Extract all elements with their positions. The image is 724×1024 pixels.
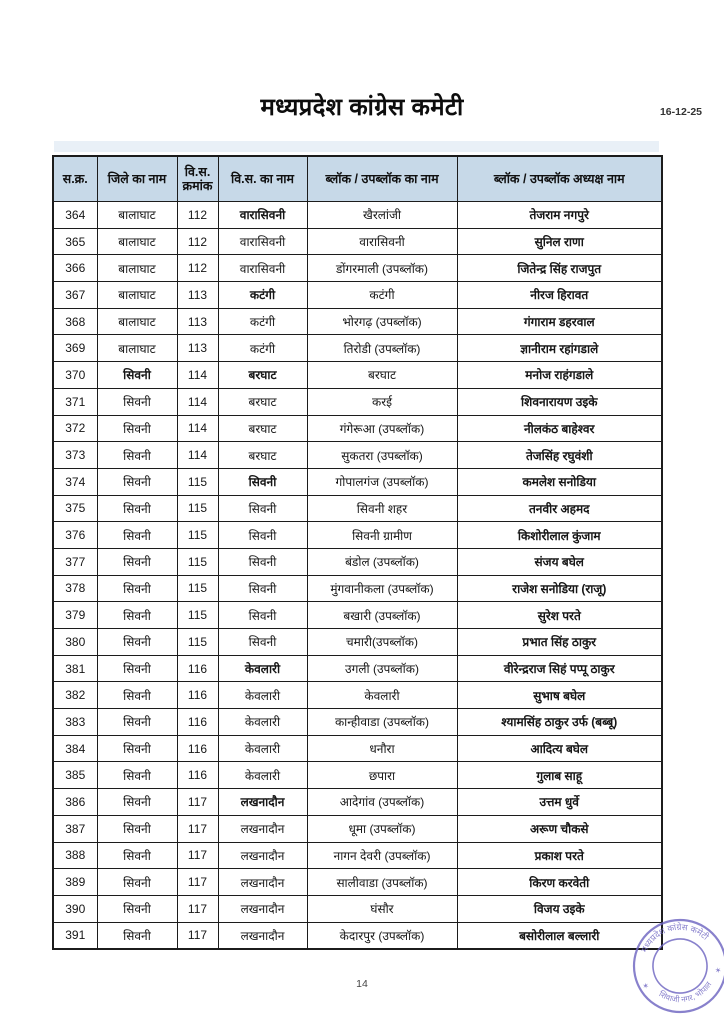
cell-block: धनौरा	[307, 735, 457, 762]
cell-president: सुनिल राणा	[457, 228, 662, 255]
cell-block: करई	[307, 388, 457, 415]
cell-president: मनोज राहंगडाले	[457, 362, 662, 389]
cell-block: गंगेरूआ (उपब्लॉक)	[307, 415, 457, 442]
cell-president: बसोरीलाल बल्लारी	[457, 922, 662, 949]
cell-district: बालाघाट	[97, 335, 177, 362]
table-row	[53, 308, 662, 335]
cell-block: केदारपुर (उपब्लॉक)	[307, 922, 457, 949]
cell-serial: 368	[53, 308, 97, 335]
cell-vs-name: बरघाट	[218, 362, 307, 389]
cell-president: तनवीर अहमद	[457, 495, 662, 522]
cell-serial: 384	[53, 735, 97, 762]
stamp-arc-bottom-text: शिवाजी नगर, भोपाल	[657, 980, 714, 1005]
cell-vs-number: 115	[177, 602, 218, 629]
header-vs-name: वि.स. का नाम	[218, 156, 307, 202]
cell-block: सालीवाडा (उपब्लॉक)	[307, 869, 457, 896]
cell-vs-name: बरघाट	[218, 442, 307, 469]
stamp-arc-top-text: मध्यप्रदेश कांग्रेस कमेटी	[639, 921, 711, 954]
cell-vs-number: 117	[177, 815, 218, 842]
table-row	[53, 282, 662, 309]
cell-block: छपारा	[307, 762, 457, 789]
cell-president: प्रभात सिंह ठाकुर	[457, 629, 662, 656]
cell-serial: 381	[53, 655, 97, 682]
table-row	[53, 468, 662, 495]
cell-vs-name: सिवनी	[218, 468, 307, 495]
cell-serial: 371	[53, 388, 97, 415]
table-row	[53, 228, 662, 255]
cell-president: राजेश सनोडिया (राजू)	[457, 575, 662, 602]
table-header-row	[53, 156, 662, 202]
cell-block: बरघाट	[307, 362, 457, 389]
cell-district: सिवनी	[97, 762, 177, 789]
cell-vs-number: 112	[177, 202, 218, 229]
cell-block: डोंगरमाली (उपब्लॉक)	[307, 255, 457, 282]
cell-block: घंसौर	[307, 895, 457, 922]
cell-president: उत्तम धुर्वे	[457, 789, 662, 816]
cell-serial: 388	[53, 842, 97, 869]
cell-district: सिवनी	[97, 468, 177, 495]
cell-vs-name: लखनादौन	[218, 922, 307, 949]
table-body	[53, 202, 662, 950]
cell-serial: 366	[53, 255, 97, 282]
cell-president: वीरेन्द्रराज सिहं पप्पू ठाकुर	[457, 655, 662, 682]
cell-block: बंडोल (उपब्लॉक)	[307, 548, 457, 575]
cell-block: मुंगवानीकला (उपब्लॉक)	[307, 575, 457, 602]
cell-vs-number: 115	[177, 548, 218, 575]
cell-block: आदेगांव (उपब्लॉक)	[307, 789, 457, 816]
cell-district: बालाघाट	[97, 228, 177, 255]
cell-president: जितेन्द्र सिंह राजपुत	[457, 255, 662, 282]
stamp-svg	[630, 916, 724, 1016]
cell-serial: 391	[53, 922, 97, 949]
cell-vs-name: सिवनी	[218, 602, 307, 629]
cell-vs-number: 117	[177, 869, 218, 896]
cell-district: सिवनी	[97, 575, 177, 602]
cell-president: तेजराम नगपुरे	[457, 202, 662, 229]
cell-block: वारासिवनी	[307, 228, 457, 255]
table-row	[53, 415, 662, 442]
cell-vs-number: 115	[177, 495, 218, 522]
table-row	[53, 575, 662, 602]
table-row	[53, 495, 662, 522]
cell-vs-name: कटंगी	[218, 308, 307, 335]
cell-block: भोरगढ़ (उपब्लॉक)	[307, 308, 457, 335]
cell-serial: 376	[53, 522, 97, 549]
cell-district: सिवनी	[97, 442, 177, 469]
table-row	[53, 842, 662, 869]
cell-district: सिवनी	[97, 495, 177, 522]
cell-district: सिवनी	[97, 362, 177, 389]
cell-president: सुरेश परते	[457, 602, 662, 629]
cell-vs-number: 112	[177, 228, 218, 255]
cell-district: सिवनी	[97, 869, 177, 896]
cell-vs-number: 117	[177, 895, 218, 922]
cell-president: श्यामसिंह ठाकुर उर्फ (बब्बू)	[457, 709, 662, 736]
cell-vs-number: 113	[177, 282, 218, 309]
cell-district: सिवनी	[97, 842, 177, 869]
table-row	[53, 362, 662, 389]
cell-district: सिवनी	[97, 548, 177, 575]
committee-stamp	[630, 916, 724, 1016]
cell-president: ज्ञानीराम रहांगडाले	[457, 335, 662, 362]
header-president: ब्लॉक / उपब्लॉक अध्यक्ष नाम	[457, 156, 662, 202]
cell-president: अरूण चौकसे	[457, 815, 662, 842]
cell-president: नीलकंठ बाहेश्वर	[457, 415, 662, 442]
cell-vs-name: लखनादौन	[218, 842, 307, 869]
cell-vs-name: कटंगी	[218, 282, 307, 309]
page-title: मध्यप्रदेश कांग्रेस कमेटी	[260, 94, 464, 121]
table-row	[53, 335, 662, 362]
cell-vs-name: सिवनी	[218, 575, 307, 602]
table-row	[53, 815, 662, 842]
header-vs-number	[177, 156, 218, 202]
cell-serial: 390	[53, 895, 97, 922]
cell-block: सुकतरा (उपब्लॉक)	[307, 442, 457, 469]
cell-district: सिवनी	[97, 682, 177, 709]
cell-serial: 369	[53, 335, 97, 362]
cell-president: शिवनारायण उइके	[457, 388, 662, 415]
cell-president: आदित्य बघेल	[457, 735, 662, 762]
cell-vs-number: 115	[177, 522, 218, 549]
cell-serial: 385	[53, 762, 97, 789]
cell-president: किरण करवेती	[457, 869, 662, 896]
header-district: जिले का नाम	[97, 156, 177, 202]
cell-vs-number: 117	[177, 789, 218, 816]
cell-district: सिवनी	[97, 709, 177, 736]
header-serial: स.क्र.	[53, 156, 97, 202]
cell-serial: 370	[53, 362, 97, 389]
cell-vs-name: बरघाट	[218, 388, 307, 415]
cell-vs-name: वारासिवनी	[218, 202, 307, 229]
cell-vs-number: 117	[177, 922, 218, 949]
cell-serial: 373	[53, 442, 97, 469]
cell-vs-number: 116	[177, 655, 218, 682]
table-row	[53, 548, 662, 575]
table-row	[53, 202, 662, 229]
cell-serial: 375	[53, 495, 97, 522]
cell-district: बालाघाट	[97, 308, 177, 335]
cell-vs-number: 115	[177, 629, 218, 656]
cell-serial: 383	[53, 709, 97, 736]
cell-block: कान्हीवाडा (उपब्लॉक)	[307, 709, 457, 736]
cell-serial: 379	[53, 602, 97, 629]
cell-block: कटंगी	[307, 282, 457, 309]
cell-vs-number: 116	[177, 735, 218, 762]
table-row	[53, 388, 662, 415]
header-block: ब्लॉक / उपब्लॉक का नाम	[307, 156, 457, 202]
header-vs-number-line1: वि.स.	[184, 164, 211, 179]
cell-district: सिवनी	[97, 415, 177, 442]
cell-vs-number: 116	[177, 682, 218, 709]
cell-block: गोपालगंज (उपब्लॉक)	[307, 468, 457, 495]
cell-vs-name: लखनादौन	[218, 815, 307, 842]
table-row	[53, 522, 662, 549]
cell-president: तेजसिंह रघुवंशी	[457, 442, 662, 469]
cell-district: सिवनी	[97, 789, 177, 816]
cell-vs-number: 113	[177, 335, 218, 362]
cell-vs-name: बरघाट	[218, 415, 307, 442]
cell-vs-name: कटंगी	[218, 335, 307, 362]
table-row	[53, 735, 662, 762]
header-vs-number-line2: क्रमांक	[182, 179, 213, 193]
cell-vs-name: वारासिवनी	[218, 255, 307, 282]
table-row	[53, 762, 662, 789]
cell-vs-name: सिवनी	[218, 629, 307, 656]
cell-vs-name: लखनादौन	[218, 895, 307, 922]
cell-district: सिवनी	[97, 922, 177, 949]
cell-vs-name: केवलारी	[218, 762, 307, 789]
cell-serial: 387	[53, 815, 97, 842]
table-row	[53, 922, 662, 949]
cell-vs-number: 114	[177, 388, 218, 415]
cell-vs-number: 117	[177, 842, 218, 869]
cell-serial: 389	[53, 869, 97, 896]
cell-president: विजय उइके	[457, 895, 662, 922]
cell-block: केवलारी	[307, 682, 457, 709]
cell-vs-name: लखनादौन	[218, 869, 307, 896]
cell-block: सिवनी शहर	[307, 495, 457, 522]
cell-vs-name: केवलारी	[218, 709, 307, 736]
cell-block: सिवनी ग्रामीण	[307, 522, 457, 549]
cell-district: सिवनी	[97, 815, 177, 842]
table-row	[53, 442, 662, 469]
cell-president: संजय बघेल	[457, 548, 662, 575]
cell-president: गंगाराम डहरवाल	[457, 308, 662, 335]
cell-block: नागन देवरी (उपब्लॉक)	[307, 842, 457, 869]
table-row	[53, 602, 662, 629]
cell-district: सिवनी	[97, 735, 177, 762]
cell-vs-name: केवलारी	[218, 655, 307, 682]
cell-district: बालाघाट	[97, 255, 177, 282]
table-row	[53, 869, 662, 896]
cell-serial: 372	[53, 415, 97, 442]
cell-vs-number: 116	[177, 762, 218, 789]
cell-vs-number: 114	[177, 362, 218, 389]
page-number: 14	[356, 978, 368, 990]
cell-block: बखारी (उपब्लॉक)	[307, 602, 457, 629]
cell-district: सिवनी	[97, 522, 177, 549]
cell-district: सिवनी	[97, 629, 177, 656]
scan-artifact-band	[54, 141, 659, 152]
cell-vs-number: 113	[177, 308, 218, 335]
cell-serial: 374	[53, 468, 97, 495]
cell-vs-number: 114	[177, 415, 218, 442]
cell-vs-name: सिवनी	[218, 548, 307, 575]
cell-president: प्रकाश परते	[457, 842, 662, 869]
cell-serial: 377	[53, 548, 97, 575]
cell-serial: 364	[53, 202, 97, 229]
cell-president: किशोरीलाल कुंजाम	[457, 522, 662, 549]
cell-president: नीरज हिरावत	[457, 282, 662, 309]
table-row	[53, 789, 662, 816]
cell-serial: 382	[53, 682, 97, 709]
cell-vs-number: 112	[177, 255, 218, 282]
cell-vs-name: वारासिवनी	[218, 228, 307, 255]
cell-vs-name: सिवनी	[218, 522, 307, 549]
stamp-star-right-icon: ✶	[713, 965, 723, 976]
cell-president: गुलाब साहू	[457, 762, 662, 789]
cell-district: सिवनी	[97, 388, 177, 415]
date-label: 16-12-25	[659, 106, 702, 118]
cell-block: तिरोडी (उपब्लॉक)	[307, 335, 457, 362]
table-row	[53, 682, 662, 709]
cell-vs-number: 115	[177, 575, 218, 602]
cell-serial: 378	[53, 575, 97, 602]
cell-block: चमारी(उपब्लॉक)	[307, 629, 457, 656]
committee-table	[52, 155, 663, 950]
table-row	[53, 655, 662, 682]
cell-vs-number: 116	[177, 709, 218, 736]
stamp-star-left-icon: ✶	[641, 980, 650, 992]
cell-district: बालाघाट	[97, 202, 177, 229]
cell-vs-name: सिवनी	[218, 495, 307, 522]
cell-block: धूमा (उपब्लॉक)	[307, 815, 457, 842]
cell-serial: 367	[53, 282, 97, 309]
cell-vs-name: केवलारी	[218, 735, 307, 762]
table-row	[53, 255, 662, 282]
cell-district: बालाघाट	[97, 282, 177, 309]
cell-vs-name: लखनादौन	[218, 789, 307, 816]
cell-district: सिवनी	[97, 655, 177, 682]
cell-district: सिवनी	[97, 895, 177, 922]
cell-president: कमलेश सनोडिया	[457, 468, 662, 495]
cell-serial: 386	[53, 789, 97, 816]
cell-serial: 380	[53, 629, 97, 656]
cell-block: उगली (उपब्लॉक)	[307, 655, 457, 682]
cell-serial: 365	[53, 228, 97, 255]
cell-vs-number: 114	[177, 442, 218, 469]
table-row	[53, 895, 662, 922]
table-row	[53, 629, 662, 656]
cell-president: सुभाष बघेल	[457, 682, 662, 709]
cell-block: खैरलांजी	[307, 202, 457, 229]
table-row	[53, 709, 662, 736]
cell-vs-name: केवलारी	[218, 682, 307, 709]
cell-district: सिवनी	[97, 602, 177, 629]
cell-vs-number: 115	[177, 468, 218, 495]
